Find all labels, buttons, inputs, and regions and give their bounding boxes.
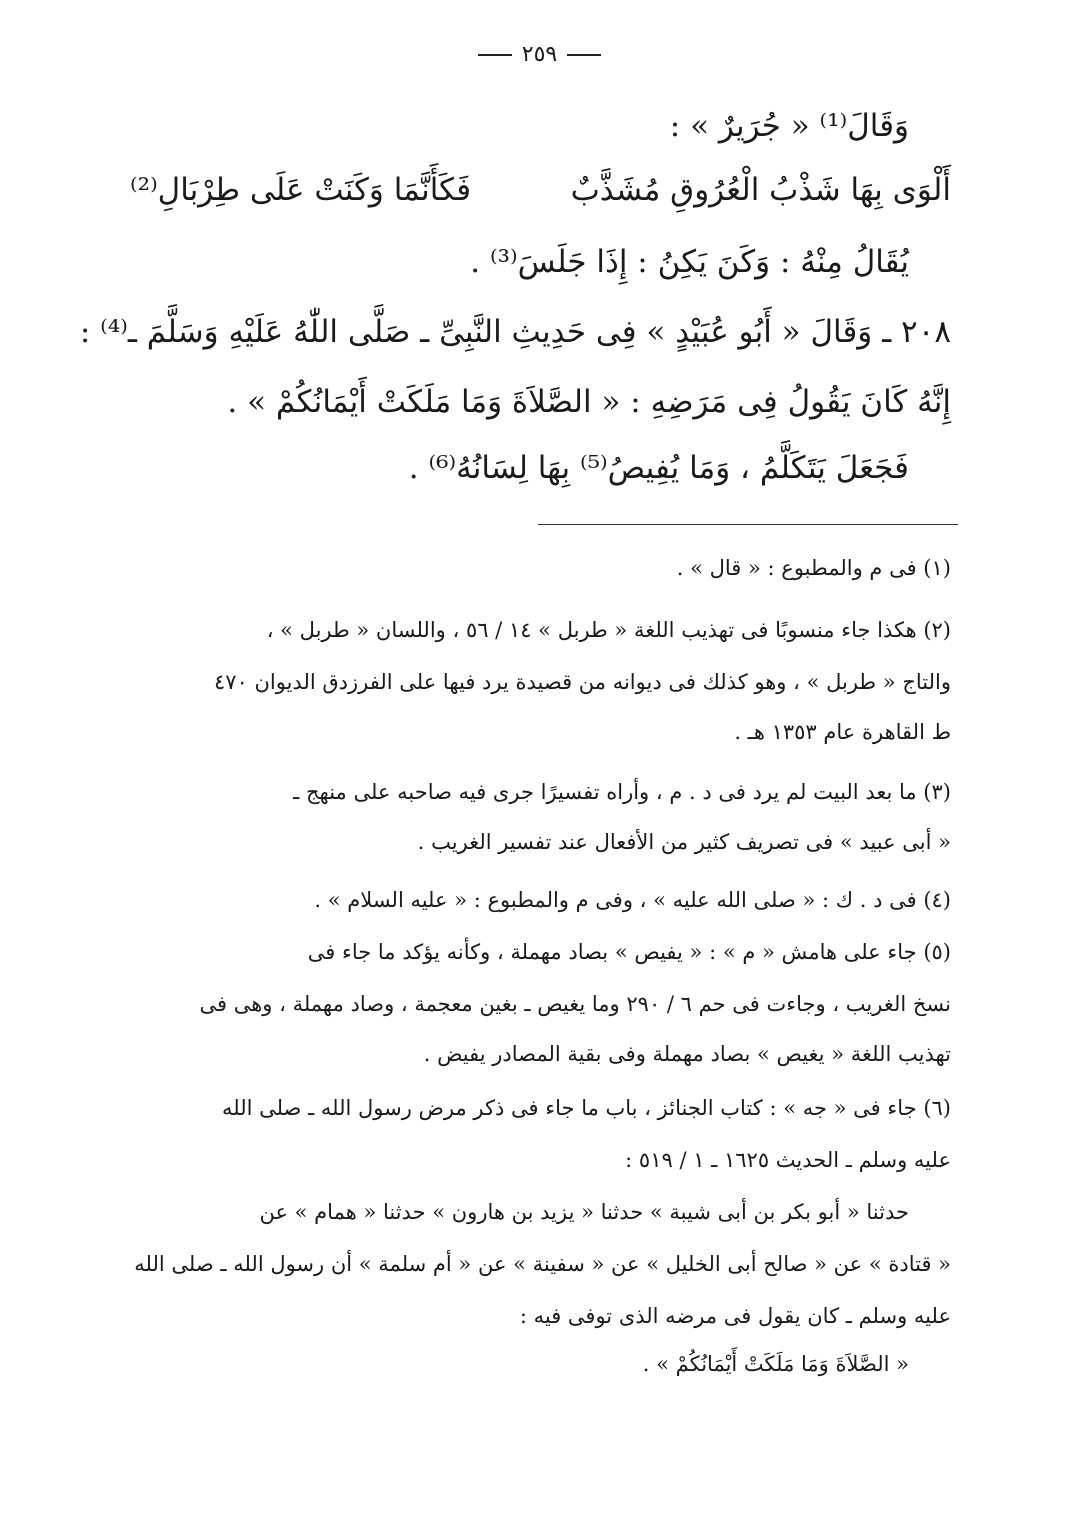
footnote-6-line-2: عليه وسلم ـ الحديث ١٦٢٥ ـ ١ / ٥١٩ : bbox=[625, 1148, 951, 1172]
main-line-3: يُقَالُ مِنْهُ : وَكَنَ يَكِنُ : إِذَا جَلَسَ⁽³⁾ . bbox=[470, 244, 909, 280]
page-number-header bbox=[0, 42, 1079, 67]
footnote-6-line-3: حدثنا « أبو بكر بن أبى شيبة » حدثنا « يزيد بن هارون » حدثنا « همام » عن bbox=[259, 1200, 909, 1224]
footnote-6-line-4: « قتادة » عن « صالح أبى الخليل » عن « سفينة » عن « أم سلمة » أن رسول الله ـ صلى الله bbox=[134, 1252, 951, 1276]
footnote-5-line-3: تهذيب اللغة « يغيص » بصاد مهملة وفى بقية المصادر يفيض . bbox=[423, 1042, 951, 1066]
footnote-2-line-1: (٢) هكذا جاء منسوبًا فى تهذيب اللغة « طربل » ١٤ / ٥٦ ، واللسان « طربل » ، bbox=[266, 618, 951, 642]
footnote-3-line-2: « أبى عبيد » فى تصريف كثير من الأفعال عند تفسير الغريب . bbox=[417, 830, 951, 854]
main-line-6: فَجَعَلَ يَتَكَلَّمُ ، وَمَا يُفِيصُ⁽⁵⁾ بِهَا لِسَانُهُ⁽⁶⁾ . bbox=[408, 450, 909, 486]
header-dash-left bbox=[478, 54, 512, 56]
footnote-5-line-2: نسخ الغريب ، وجاءت فى حم ٦ / ٢٩٠ وما يغيص ـ بغين معجمة ، وصاد مهملة ، وهى فى bbox=[199, 992, 951, 1016]
page-number: ٢٥٩ bbox=[521, 42, 558, 67]
footnote-3-line-1: (٣) ما بعد البيت لم يرد فى د . م ، وأراه تفسيرًا جرى فيه صاحبه على منهج ـ bbox=[293, 780, 951, 804]
footnote-6-line-6: « الصَّلاَةَ وَمَا مَلَكَتْ أَيْمَانُكُمْ » . bbox=[642, 1352, 909, 1376]
main-line-4: ٢٠٨ ـ وَقَالَ « أَبُو عُبَيْدٍ » فِى حَدِيثِ النَّبِىِّ ـ صَلَّى اللّٰهُ عَلَيْهِ وَسَلَّمَ ـ⁽⁴⁾ : bbox=[79, 314, 951, 350]
footnote-6-line-5: عليه وسلم ـ كان يقول فى مرضه الذى توفى فيه : bbox=[519, 1304, 951, 1328]
main-line-5: إِنَّهُ كَانَ يَقُولُ فِى مَرَضِهِ : « الصَّلاَةَ وَمَا مَلَكَتْ أَيْمَانُكُمْ » . bbox=[227, 384, 951, 420]
footnote-separator bbox=[538, 524, 958, 525]
verse-first-hemistich: أَلْوَى بِهَا شَذْبُ الْعُرُوقِ مُشَذَّبٌ bbox=[570, 172, 951, 208]
footnote-5-line-1: (٥) جاء على هامش « م » : « يفيص » بصاد مهملة ، وكأنه يؤكد ما جاء فى bbox=[307, 940, 951, 964]
footnote-2-line-2: والتاج « طربل » ، وهو كذلك فى ديوانه من قصيدة يرد فيها على الفرزدق الديوان ٤٧٠ bbox=[213, 670, 951, 694]
footnote-6-line-1: (٦) جاء فى « جه » : كتاب الجنائز ، باب ما جاء فى ذكر مرض رسول الله ـ صلى الله bbox=[221, 1096, 951, 1120]
header-dash-right bbox=[567, 54, 601, 56]
main-line-1: وَقَالَ⁽¹⁾ « جُرَيرٌ » : bbox=[669, 108, 909, 144]
verse-second-hemistich: فَكَأَنَّمَا وَكَنَتْ عَلَى طِرْبَالِ⁽²⁾ bbox=[130, 172, 472, 208]
footnote-4: (٤) فى د . ك : « صلى الله عليه » ، وفى م والمطبوع : « عليه السلام » . bbox=[314, 888, 951, 912]
footnote-1: (١) فى م والمطبوع : « قال » . bbox=[676, 556, 951, 580]
footnote-2-line-3: ط القاهرة عام ١٣٥٣ هـ . bbox=[734, 720, 951, 744]
